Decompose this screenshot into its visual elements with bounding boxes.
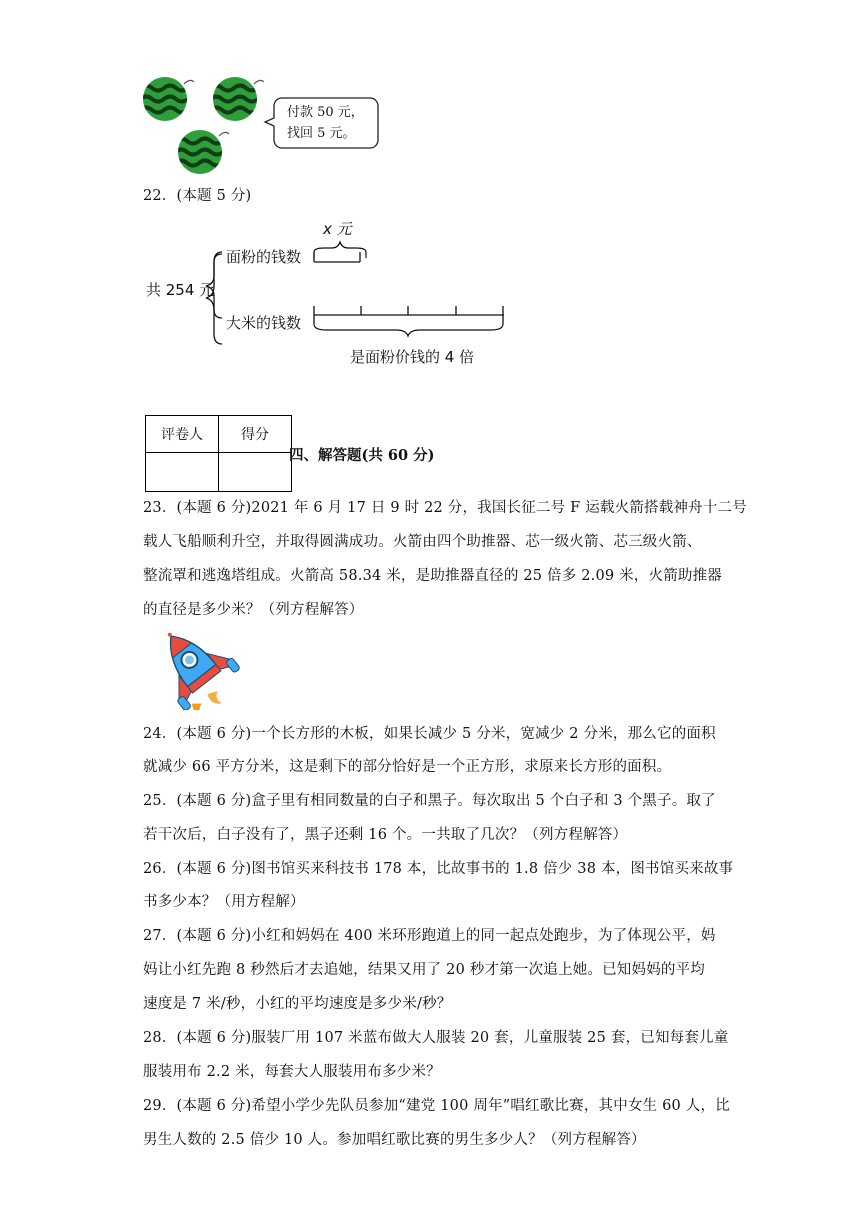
q25-line-2: 若干次后，白子没有了，黑子还剩 16 个。一共取了几次？（列方程解答）	[143, 827, 628, 843]
q22-flour-label: 面粉的钱数	[226, 248, 302, 266]
q27-line-3: 速度是 7 米/秒，小红的平均速度是多少米/秒？	[143, 996, 452, 1012]
q24-line-1: 24．(本题 6 分)一个长方形的木板，如果长减少 5 分米，宽减少 2 分米，那么它的面积	[143, 726, 716, 742]
watermelon-icon	[140, 77, 194, 121]
bubble-line-1: 付款 50 元，	[287, 105, 364, 120]
q27-line-1: 27．(本题 6 分)小红和妈妈在 400 米环形跑道上的同一起点处跑步，为了体现公平，妈	[143, 928, 716, 944]
q28-line-2: 服装用布 2.2 米，每套大人服装用布多少米？	[143, 1064, 441, 1080]
q26-line-2: 书多少本？（用方程解）	[143, 894, 305, 910]
q22-x-label: x 元	[323, 220, 352, 238]
q22-header: 22．(本题 5 分)	[143, 188, 252, 204]
rocket-illustration	[140, 624, 250, 710]
q28-line-1: 28．(本题 6 分)服装厂用 107 米蓝布做大人服装 20 套，儿童服装 25 套，已知每套儿童	[143, 1030, 729, 1046]
q27-line-2: 妈让小红先跑 8 秒然后才去追她，结果又用了 20 秒才第一次追上她。已知妈妈的平均	[143, 962, 706, 978]
q26-line-1: 26．(本题 6 分)图书馆买来科技书 178 本，比故事书的 1.8 倍少 38 本，图书馆买来故事	[143, 861, 734, 877]
score-table-score-cell[interactable]	[219, 453, 292, 492]
bubble-line-2: 找回 5 元。	[287, 126, 356, 141]
watermelons-illustration	[140, 72, 270, 182]
q29-line-2: 男生人数的 2.5 倍少 10 人。参加唱红歌比赛的男生多少人？（列方程解答）	[143, 1132, 646, 1148]
score-table	[145, 415, 292, 492]
q29-line-1: 29．(本题 6 分)希望小学少先队员参加“建党 100 周年”唱红歌比赛，其中女生 60 人，比	[143, 1098, 730, 1114]
q22-rice-label: 大米的钱数	[226, 314, 302, 332]
watermelon-icon	[175, 130, 229, 174]
score-table-grader-header: 评卷人	[146, 416, 219, 453]
q22-total-label: 共 254 元	[146, 281, 215, 299]
q22-rice-note: 是面粉价钱的 4 倍	[350, 348, 475, 366]
q25-line-1: 25．(本题 6 分)盒子里有相同数量的白子和黑子。每次取出 5 个白子和 3 个黑子。取了	[143, 793, 716, 809]
q23-line-1: 23．(本题 6 分)2021 年 6 月 17 日 9 时 22 分，我国长征二号 F 运载火箭搭载神舟十二号	[143, 500, 747, 516]
q24-line-2: 就减少 66 平方分米，这是剩下的部分恰好是一个正方形，求原来长方形的面积。	[143, 759, 672, 775]
section-title: 四、解答题(共 60 分)	[289, 447, 435, 464]
score-table-grader-cell[interactable]	[146, 453, 219, 492]
q23-line-3: 整流罩和逃逸塔组成。火箭高 58.34 米，是助推器直径的 25 倍多 2.09 米，火箭助推器	[143, 568, 722, 584]
q23-line-2: 载人飞船顺利升空，并取得圆满成功。火箭由四个助推器、芯一级火箭、芯三级火箭、	[143, 534, 702, 550]
watermelon-icon	[210, 77, 264, 121]
score-table-score-header: 得分	[219, 416, 292, 453]
q23-line-4: 的直径是多少米？（列方程解答）	[143, 602, 364, 618]
